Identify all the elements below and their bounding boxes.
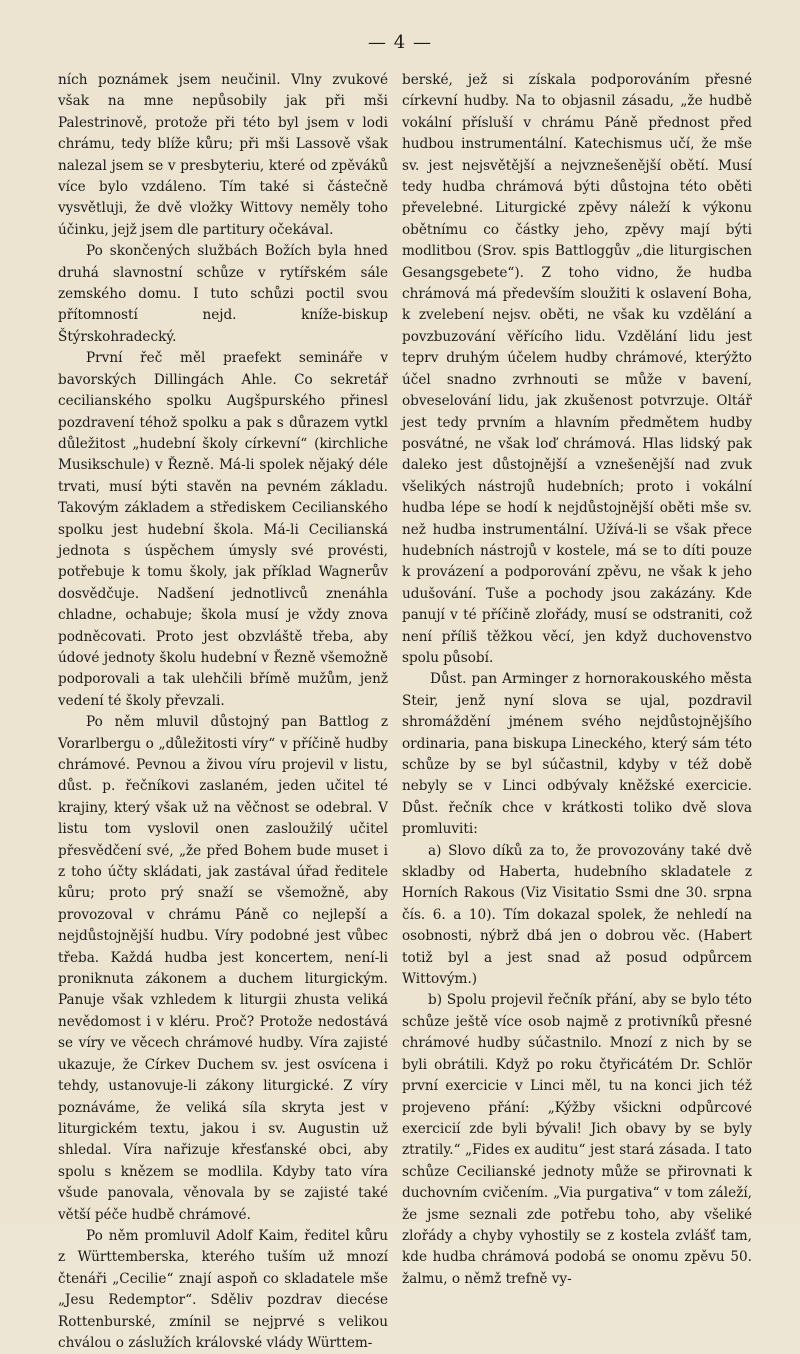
right-column: [402, 70, 752, 1290]
paragraph: berské, jež si získala podporováním přesné církevní hudby. Na to objasnil zásadu, „že hudbě vokální přísluší v chrámu Páně přednost před hudbou instrumentální. Katechismus učí, že mše sv. jest nejsvětější a nejvznešenější obětí. Musí tedy hudba chrámová býti důstojna této oběti převelebné. Liturgické zpěvy náleží k výkonu obětnímu co částky jeho, zpěvy mají býti modlitbou (Srov. spis Battloggův „die liturgischen Gesangsgebete“). Z toho vidno, že hudba chrámová má především sloužiti k oslavení Boha, k zvelebení nejsv. oběti, ne však ku vzdělání a povzbuzování věřícího lidu. Vzdělání lidu jest teprv druhým účelem hudby chrámové, kterýžto účel snadno zvrhnouti se může v bavení, obveselování lidu, jak zkušenost potvrzuje. Oltář jest tedy prvním a hlavním předmětem hudby posvátné, ne však loď chrámová. Hlas lidský pak daleko jest důstojnější a vznešenější nad zvuk všelikých nástrojů hudebních; proto i vokální hudba lépe se hodí k nejdůstojnější oběti mše sv. než hudba instrumentální. Užívá-li se však přece hudebních nástrojů v kostele, má se to díti pouze k provázení a podporování zpěvu, ne však k jeho udušování. Tuše a pochody jsou zakázány. Kde panují v té příčině zlořády, musí se odstraniti, což není příliš těžkou věcí, jen když duchovenstvo spolu působí.: [402, 72, 752, 666]
paragraph: ních poznámek jsem neučinil. Vlny zvukové však na mne nepůsobily jak při mši Palestrinově, protože při této byl jsem v lodi chrámu, tedy blíže kůru; při mši Lassově však nalezal jsem se v presbyteriu, které od zpěváků více bylo vzdáleno. Tím také si částečně vysvětluji, že dvě vložky Wittovy neměly toho účinku, jejž jsem dle partitury očekával.: [58, 72, 388, 238]
left-column: [58, 70, 388, 1354]
paragraph: Důst. pan Arminger z hornorakouského města Steir, jenž nyní slova se ujal, pozdravil shromáždění jménem svého nejdůstojnějšího ordinaria, pana biskupa Lineckého, který sám této schůze by se byl súčastnil, kdyby v též době nebyly se v Linci odbývaly kněžské exercicie. Důst. řečník chce v krátkosti toliko dvě slova promluviti:: [402, 671, 752, 838]
paragraph: Po něm promluvil Adolf Kaim, ředitel kůru z Württemberska, kterého tuším už mnozí čtenáři „Cecilie“ znají aspoň co skladatele mše „Jesu Redemptor“. Sděliv pozdrav diecése Rottenburské, zmínil se nejprvé s velikou chválou o záslužích královské vlády Württem-: [58, 1227, 388, 1351]
page-number: — 4 —: [368, 32, 432, 53]
paragraph: Po skončených službách Božích byla hned druhá slavnostní schůze v rytířském sále zemského domu. I tuto schůzi poctil svou přítomností nejd. kníže-biskup Štýrskohradecký.: [58, 243, 388, 345]
paragraph: b) Spolu projevil řečník přání, aby se bylo této schůze ještě více osob najmě z protivníků přesné chrámové hudby súčastnilo. Mnozí z nich by se byli obrátili. Když po roku čtyřicátém Dr. Schlör první exercicie v Linci měl, tu na konci jich též projeveno přání: „Kýžby všickni odpůrcové exercicií zde byli bývali! Jich obavy by se byly ztratily.“ „Fides ex auditu“ jest stará zásada. I tato schůze Cecilianské jednoty může se přirovnati k duchovním cvičením. „Via purgativa“ v tom záleží, že jsme seznali zde potřebu toho, aby všeliké zlořády a chyby vyhostily se z kostela zvlášť tam, kde hudba chrámová podobá se onomu zpěvu 50. žalmu, o němž trefně vy-: [402, 992, 752, 1287]
paragraph: První řeč měl praefekt semináře v bavorských Dillingách Ahle. Co sekretář cecilianského spolku Augšpurského přinesl pozdravení téhož spolku a pak s důrazem vytkl důležitost „hudební školy církevní“ (kirchliche Musikschule) v Řezně. Má-li spolek nějaký déle trvati, musí býti stavěn na pevném základu. Takovým základem a střediskem Cecilianského spolku jest hudební škola. Má-li Cecilianská jednota s úspěchem úmysly své provésti, potřebuje k tomu školy, jak příklad Wagnerův dosvědčuje. Nadšení jednotlivců znenáhla chladne, ochabuje; škola musí je vždy znova podněcovati. Proto jest obzvláště třeba, aby údové jednoty školu hudební v Řezně všemožně podporovali a tak ulehčili břímě mužům, jenž vedení té školy převzali.: [58, 350, 388, 709]
paragraph: Po něm mluvil důstojný pan Battlog z Vorarlbergu o „důležitosti víry“ v příčině hudby chrámové. Pevnou a živou víru projevil v listu, důst. p. řečníkovi zaslaném, jeden učitel té krajiny, který však už na věčnost se odebral. V listu tom vyslovil onen zasloužilý učitel přesvědčení své, „že před Bohem bude muset i z toho účty skládati, jak zastával úřad ředitele kůru; proto prý snaží se všemožně, aby provozoval v chrámu Páně co nejlepší a nejdůstojnější hudbu. Víry podobné jest vůbec třeba. Každá hudba jest koncertem, není-li proniknuta zákonem a duchem liturgickým. Panuje však vzhledem k liturgii zhusta veliká nevědomost i v kléru. Proč? Protože nedostává se víry ve věcech chrámové hudby. Víra zajisté ukazuje, že Církev Duchem sv. jest osvícena i tehdy, ustanovuje-li zákony liturgické. Z víry poznáváme, že veliká síla skryta jest v liturgickém textu, jakou i sv. Augustin už shledal. Víra nařizuje křesťanské obci, aby spolu s knězem se modlila. Kdyby tato víra všude panovala, věnovala by se zajisté také větší péče hudbě chrámové.: [58, 714, 388, 1223]
paragraph: a) Slovo díků za to, že provozovány také dvě skladby od Haberta, hudebního skladatele z Horních Rakous (Viz Visitatio Ssmi dne 30. srpna čís. 6. a 10). Tím dokazal spolek, že nehledí na osobnosti, nýbrž dbá jen o dobrou věc. (Habert totiž byl a jest snad až posud odpůrcem Wittovým.): [402, 842, 752, 988]
